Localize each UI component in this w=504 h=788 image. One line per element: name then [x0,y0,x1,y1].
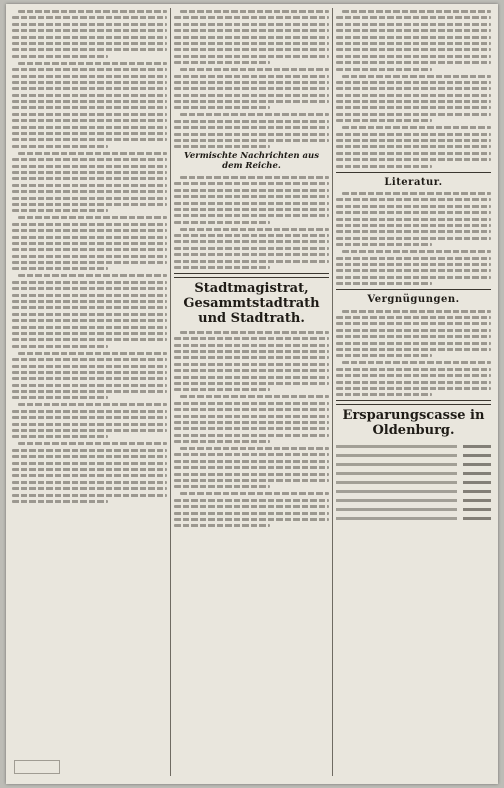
row-label [336,517,457,520]
row-label [336,454,457,457]
text-line [12,81,167,84]
text-line [12,371,167,374]
text-line [12,23,167,26]
text-line [336,269,491,272]
row-label [336,463,457,466]
row-value [463,508,491,511]
divider [336,172,491,173]
text-line [174,221,270,224]
archive-stamp [14,760,60,774]
table-row [336,506,491,513]
text-line [336,374,491,377]
text-line [174,195,329,198]
text-line [174,421,329,424]
text-line [336,113,491,116]
text-line [174,499,329,502]
text-line [336,237,491,240]
text-line [336,81,491,84]
text-paragraph [174,176,329,224]
text-line [336,100,491,103]
text-line [174,512,329,515]
text-line [12,261,167,264]
text-line [174,363,329,366]
text-line [12,184,167,187]
text-line [174,505,329,508]
text-line [336,276,491,279]
text-paragraph [12,152,167,213]
text-line [342,250,491,253]
text-line [12,48,167,51]
row-value [463,463,491,466]
text-paragraph [336,75,491,123]
text-line [12,126,167,129]
text-line [12,390,167,393]
text-line [174,434,329,437]
text-line [336,393,432,396]
text-line [12,203,167,206]
text-line [336,329,491,332]
table-row [336,488,491,495]
row-label [336,508,457,511]
text-line [18,10,167,13]
row-value [463,481,491,484]
text-line [174,189,329,192]
text-line [174,214,329,217]
text-line [336,198,491,201]
text-line [336,152,491,155]
column-right [336,10,491,776]
text-line [12,313,167,316]
row-value [463,517,491,520]
text-line [174,382,329,385]
text-line [12,468,167,471]
table-row [336,515,491,522]
text-paragraph [336,361,491,396]
text-paragraph [336,250,491,285]
text-line [12,255,167,258]
divider [336,400,491,405]
text-line [174,182,329,185]
text-line [18,442,167,445]
text-line [174,479,329,482]
text-line [174,427,329,430]
text-line [12,29,167,32]
text-line [336,282,432,285]
text-line [336,23,491,26]
text-paragraph [12,403,167,438]
newspaper-page [6,4,498,784]
text-line [174,29,329,32]
text-line [336,68,432,71]
text-line [12,358,167,361]
text-line [18,216,167,219]
text-line [336,348,491,351]
text-paragraph [174,68,329,109]
text-line [12,165,167,168]
text-line [174,234,329,237]
text-line [174,75,329,78]
text-paragraph [174,113,329,148]
row-value [463,499,491,502]
text-line [336,211,491,214]
text-line [180,176,329,179]
row-label [336,490,457,493]
text-line [12,42,167,45]
text-line [174,81,329,84]
text-line [174,356,329,359]
text-line [174,145,270,148]
text-paragraph [12,442,167,503]
table-row [336,461,491,468]
table-row [336,452,491,459]
text-line [174,260,329,263]
text-line [174,344,329,347]
text-line [12,365,167,368]
section-heading-vergnuegungen: Vergnügungen. [367,294,460,306]
text-line [180,331,329,334]
text-line [174,36,329,39]
text-line [174,460,329,463]
text-line [336,94,491,97]
text-line [336,224,491,227]
row-label [336,445,457,448]
text-line [336,322,491,325]
text-line [174,240,329,243]
column-middle [174,10,329,776]
text-line [12,119,167,122]
text-line [336,48,491,51]
text-line [342,310,491,313]
text-line [174,524,270,527]
row-value [463,490,491,493]
text-line [12,158,167,161]
text-line [12,171,167,174]
text-line [174,87,329,90]
text-line [18,152,167,155]
text-line [174,518,329,521]
text-line [12,294,167,297]
text-line [180,492,329,495]
text-line [174,126,329,129]
text-line [12,248,167,251]
text-line [12,494,167,497]
row-value [463,454,491,457]
text-line [336,55,491,58]
text-line [12,236,167,239]
text-line [174,369,329,372]
text-line [12,423,167,426]
text-line [174,266,270,269]
text-line [12,87,167,90]
text-line [342,126,491,129]
text-line [12,177,167,180]
text-line [12,462,167,465]
text-line [12,132,167,135]
text-line [336,29,491,32]
text-line [174,247,329,250]
text-paragraph [12,62,167,148]
text-line [174,94,329,97]
text-line [12,416,167,419]
text-line [336,354,432,357]
section-heading-ersparungscasse: Ersparungscasse in Oldenburg. [342,408,485,439]
text-line [18,274,167,277]
text-line [12,106,167,109]
text-line [12,68,167,71]
text-paragraph [174,447,329,488]
text-line [336,106,491,109]
text-line [336,61,491,64]
text-line [174,202,329,205]
text-line [336,257,491,260]
savings-table [336,443,491,522]
text-line [12,223,167,226]
text-line [180,447,329,450]
text-line [342,361,491,364]
text-line [12,242,167,245]
text-line [174,100,329,103]
text-line [12,113,167,116]
text-paragraph [174,395,329,443]
text-line [12,287,167,290]
text-line [12,345,108,348]
text-paragraph [336,310,491,358]
text-line [336,381,491,384]
text-line [174,415,329,418]
text-line [12,332,167,335]
section-heading-literatur: Literatur. [384,176,443,188]
divider [336,289,491,290]
table-row [336,470,491,477]
text-line [336,218,491,221]
text-line [18,403,167,406]
row-label [336,481,457,484]
text-line [12,55,108,58]
text-paragraph [336,126,491,167]
text-line [336,230,491,233]
text-line [336,243,432,246]
row-label [336,472,457,475]
text-line [12,281,167,284]
text-line [12,338,167,341]
column-rule [170,8,171,776]
text-line [174,473,329,476]
text-paragraph [12,274,167,347]
text-line [12,190,167,193]
text-line [12,145,108,148]
text-line [12,474,167,477]
text-line [336,36,491,39]
text-line [12,396,108,399]
text-line [174,133,329,136]
text-line [174,376,329,379]
text-line [12,75,167,78]
text-line [174,42,329,45]
column-left [12,10,167,776]
text-line [12,100,167,103]
text-paragraph [12,10,167,58]
text-line [18,352,167,355]
text-paragraph [174,492,329,527]
text-line [12,500,108,503]
text-line [336,42,491,45]
text-paragraph [174,228,329,269]
text-line [180,10,329,13]
text-line [174,253,329,256]
text-line [174,485,270,488]
text-paragraph [336,192,491,246]
row-value [463,445,491,448]
text-line [12,300,167,303]
text-line [336,342,491,345]
text-line [12,94,167,97]
text-line [12,306,167,309]
text-line [12,384,167,387]
text-line [174,466,329,469]
text-line [12,410,167,413]
section-heading-stadtmagistrat: Stadtmagistrat, Gesammtstadtrath und Stadtrath. [183,281,320,326]
text-line [336,316,491,319]
text-line [174,16,329,19]
text-line [12,319,167,322]
text-line [336,133,491,136]
text-line [342,192,491,195]
text-line [174,61,270,64]
text-line [12,229,167,232]
text-line [12,481,167,484]
text-line [12,455,167,458]
text-line [336,205,491,208]
text-line [174,48,329,51]
text-line [12,267,108,270]
text-line [336,263,491,266]
text-line [174,208,329,211]
text-line [336,145,491,148]
text-line [12,138,167,141]
row-value [463,472,491,475]
text-line [174,453,329,456]
text-line [174,120,329,123]
text-line [18,62,167,65]
text-line [336,335,491,338]
text-line [12,16,167,19]
text-line [336,139,491,142]
text-line [174,350,329,353]
text-line [174,408,329,411]
column-rule [332,8,333,776]
text-line [174,337,329,340]
text-paragraph [12,352,167,400]
text-line [174,388,270,391]
text-line [12,449,167,452]
text-paragraph [174,331,329,392]
text-line [342,75,491,78]
text-paragraph [336,10,491,71]
text-paragraph [12,216,167,270]
text-line [342,10,491,13]
text-line [12,197,167,200]
text-line [174,440,270,443]
text-line [336,119,432,122]
text-line [180,113,329,116]
text-paragraph [174,10,329,64]
text-line [336,165,432,168]
table-row [336,443,491,450]
text-line [12,429,167,432]
text-line [180,395,329,398]
text-line [174,106,270,109]
text-line [174,55,329,58]
text-line [336,387,491,390]
text-line [180,68,329,71]
row-label [336,499,457,502]
text-line [174,139,329,142]
text-line [174,402,329,405]
text-line [12,377,167,380]
text-line [12,36,167,39]
text-line [336,16,491,19]
text-line [12,487,167,490]
divider [174,273,329,278]
text-line [336,158,491,161]
text-line [336,87,491,90]
text-line [12,209,108,212]
text-line [336,368,491,371]
text-line [12,435,108,438]
table-row [336,479,491,486]
table-row [336,497,491,504]
section-heading-vermischte: Vermischte Nachrichten aus dem Reiche. [184,151,319,172]
text-line [12,326,167,329]
text-line [174,23,329,26]
text-line [180,228,329,231]
